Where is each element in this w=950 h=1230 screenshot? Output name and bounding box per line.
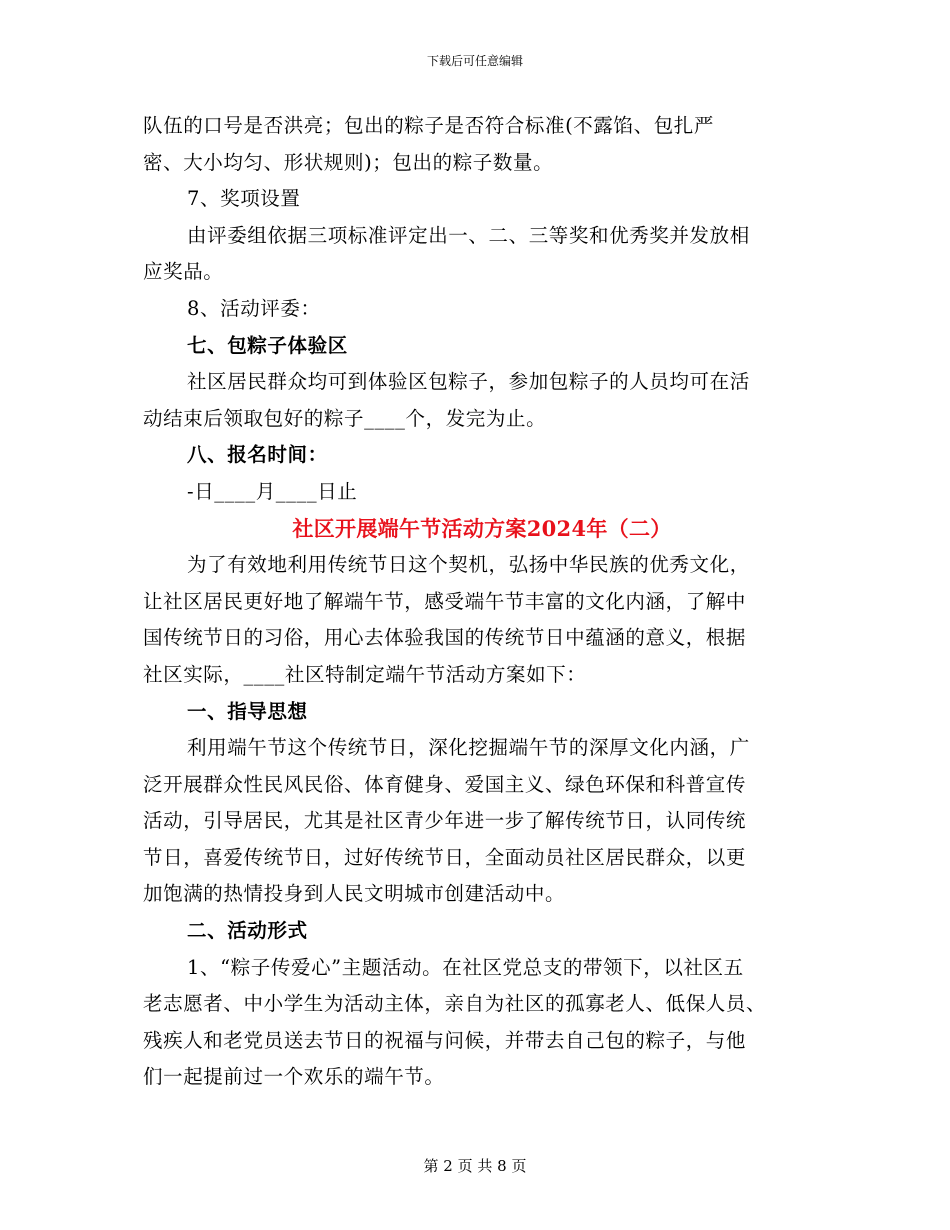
paragraph-line: 活动，引导居民，尤其是社区青少年进一步了解传统节日，认同传统 [143, 809, 747, 833]
paragraph-line: 国传统节日的习俗，用心去体验我国的传统节日中蕴涵的意义，根据 [143, 626, 747, 650]
paragraph-line: 社区居民群众均可到体验区包粽子，参加包粽子的人员均可在活 [187, 370, 750, 394]
paragraph-line: 老志愿者、中小学生为活动主体，亲自为社区的孤寡老人、低保人员、 [143, 992, 767, 1016]
paragraph-line: 加饱满的热情投身到人民文明城市创建活动中。 [143, 882, 566, 906]
paragraph-line: 泛开展群众性民风民俗、体育健身、爱国主义、绿色环保和科普宣传 [143, 772, 747, 796]
section-heading-8: 八、报名时间： [187, 443, 328, 467]
paragraph-line: 残疾人和老党员送去节日的祝福与问候，并带去自己包的粽子，与他 [143, 1028, 747, 1052]
paragraph-line: -日____月____日止 [187, 479, 358, 503]
paragraph-line: 密、大小均匀、形状规则)；包出的粽子数量。 [143, 150, 554, 174]
paragraph-line: 1、“粽子传爱心”主题活动。在社区党总支的带领下，以社区五 [187, 955, 744, 979]
section-item-7: 7、奖项设置 [187, 187, 301, 211]
paragraph-line: 利用端午节这个传统节日，深化挖掘端午节的深厚文化内涵，广 [187, 736, 750, 760]
section-heading-2: 二、活动形式 [187, 919, 308, 943]
document-title: 社区开展端午节活动方案2024年（二） [292, 515, 672, 541]
paragraph-line: 社区实际，____社区特制定端午节活动方案如下： [143, 662, 587, 686]
paragraph-line: 应奖品。 [143, 260, 224, 284]
page-number: 第 2 页 共 8 页 [423, 1157, 527, 1175]
section-heading-7: 七、包粽子体验区 [187, 333, 348, 357]
paragraph-line: 队伍的口号是否洪亮；包出的粽子是否符合标准(不露馅、包扎严 [143, 114, 715, 137]
paragraph-line: 为了有效地利用传统节日这个契机，弘扬中华民族的优秀文化， [187, 553, 750, 577]
section-item-8: 8、活动评委： [187, 296, 321, 320]
paragraph-line: 动结束后领取包好的粽子____个，发完为止。 [143, 406, 547, 430]
section-heading-1: 一、指导思想 [187, 699, 308, 723]
document-body [143, 108, 811, 1096]
paragraph-line: 们一起提前过一个欢乐的端午节。 [143, 1065, 445, 1089]
paragraph-line: 由评委组依据三项标准评定出一、二、三等奖和优秀奖并发放相 [187, 223, 750, 247]
page-header-note: 下载后可任意编辑 [426, 54, 523, 68]
paragraph-line: 让社区居民更好地了解端午节，感受端午节丰富的文化内涵，了解中 [143, 589, 747, 613]
paragraph-line: 节日，喜爱传统节日，过好传统节日，全面动员社区居民群众，以更 [143, 845, 747, 869]
